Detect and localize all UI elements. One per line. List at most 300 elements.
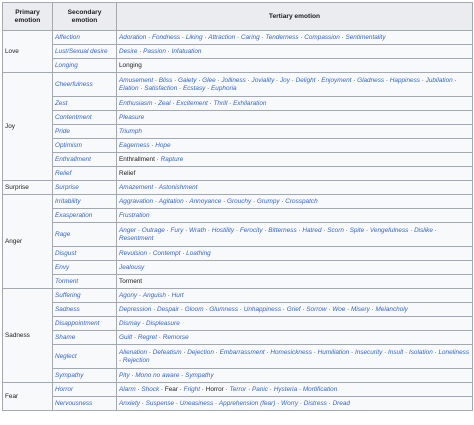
tertiary-emotion-cell xyxy=(117,45,473,59)
tertiary-emotion-cell xyxy=(117,59,473,73)
separator-dot: · xyxy=(326,399,333,407)
tertiary-emotion-cell xyxy=(117,73,473,97)
secondary-emotion-cell xyxy=(53,73,117,97)
tertiary-emotion-link[interactable]: Gladness xyxy=(357,76,385,84)
separator-dot: · xyxy=(339,33,346,41)
tertiary-emotion-link[interactable]: Resentment xyxy=(119,234,154,242)
separator-dot: · xyxy=(298,33,305,41)
tertiary-emotion-link[interactable]: Uneasiness xyxy=(179,399,214,407)
separator-dot: · xyxy=(215,76,222,84)
separator-dot: · xyxy=(297,385,303,393)
separator-dot: · xyxy=(345,305,352,313)
tertiary-emotion-link[interactable]: Contempt xyxy=(152,249,181,257)
separator-dot: · xyxy=(183,226,190,234)
secondary-emotion-link[interactable]: Pride xyxy=(55,127,70,135)
tertiary-emotion-link[interactable]: Bliss xyxy=(158,76,173,84)
tertiary-emotion-link[interactable]: Insult xyxy=(387,348,404,356)
tertiary-emotion-link[interactable]: Loathing xyxy=(186,249,211,257)
separator-dot: · xyxy=(138,84,145,92)
separator-dot: · xyxy=(149,141,156,149)
secondary-emotion-link[interactable]: Surprise xyxy=(55,183,79,191)
table-row xyxy=(3,125,473,139)
tertiary-emotion-text: Relief xyxy=(119,169,136,177)
tertiary-emotion-link[interactable]: Glee xyxy=(202,76,216,84)
tertiary-emotion-cell xyxy=(117,181,473,195)
tertiary-emotion-link[interactable]: Ferocity xyxy=(239,226,263,234)
tertiary-emotion-link[interactable]: Desire xyxy=(119,47,138,55)
tertiary-emotion-link[interactable]: Sorrow xyxy=(306,305,327,313)
tertiary-emotion-link[interactable]: Outrage xyxy=(141,226,165,234)
tertiary-emotion-link[interactable]: Hatred xyxy=(302,226,322,234)
tertiary-emotion-link[interactable]: Ecstasy xyxy=(182,84,206,92)
secondary-emotion-cell xyxy=(53,223,117,247)
tertiary-emotion-link[interactable]: Humiliation xyxy=(317,348,350,356)
tertiary-emotion-cell xyxy=(117,345,473,369)
separator-dot: · xyxy=(159,385,165,393)
tertiary-emotion-link[interactable]: Zeal xyxy=(158,99,171,107)
tertiary-emotion-link[interactable]: Pity xyxy=(119,371,130,379)
tertiary-emotion-link[interactable]: Attraction xyxy=(208,33,236,41)
separator-dot: · xyxy=(321,226,328,234)
tertiary-emotion-text: Longing xyxy=(119,61,142,69)
table-row xyxy=(3,45,473,59)
secondary-emotion-cell xyxy=(53,97,117,111)
secondary-emotion-cell xyxy=(53,303,117,317)
tertiary-emotion-link[interactable]: Eagerness xyxy=(119,141,150,149)
tertiary-emotion-link[interactable]: Embarrassment xyxy=(219,348,265,356)
separator-dot: · xyxy=(264,348,271,356)
separator-dot: · xyxy=(207,99,214,107)
tertiary-emotion-link[interactable]: Terror xyxy=(229,385,247,393)
separator-dot: · xyxy=(289,76,296,84)
tertiary-emotion-link[interactable]: Remorse xyxy=(162,333,189,341)
header-secondary[interactable]: Secondary emotion xyxy=(53,3,117,31)
tertiary-emotion-link[interactable]: Vengefulness xyxy=(369,226,409,234)
tertiary-emotion-link[interactable]: Sentimentality xyxy=(345,33,386,41)
tertiary-emotion-cell xyxy=(117,223,473,247)
separator-dot: · xyxy=(419,76,426,84)
tertiary-emotion-link[interactable]: Alarm xyxy=(119,385,136,393)
tertiary-emotion-cell xyxy=(117,261,473,275)
separator-dot: · xyxy=(177,84,183,92)
separator-dot: · xyxy=(180,249,187,257)
separator-dot: · xyxy=(279,197,286,205)
tertiary-emotion-link[interactable]: Amazement xyxy=(119,183,154,191)
separator-dot: · xyxy=(183,197,190,205)
tertiary-emotion-link[interactable]: Hostility xyxy=(211,226,235,234)
secondary-emotion-link[interactable]: Rage xyxy=(55,230,71,238)
separator-dot: · xyxy=(157,333,163,341)
tertiary-emotion-cell xyxy=(117,303,473,317)
tertiary-emotion-cell xyxy=(117,275,473,289)
separator-dot: · xyxy=(213,348,220,356)
separator-dot: · xyxy=(179,371,186,379)
secondary-emotion-link[interactable]: Disappointment xyxy=(55,319,100,327)
tertiary-emotion-link[interactable]: Grumpy xyxy=(256,197,280,205)
table-row xyxy=(3,153,473,167)
secondary-emotion-link[interactable]: Shame xyxy=(55,333,76,341)
tertiary-emotion-link[interactable]: Dejection xyxy=(187,348,214,356)
secondary-emotion-cell xyxy=(53,111,117,125)
tertiary-emotion-link[interactable]: Fury xyxy=(170,226,184,234)
secondary-emotion-link[interactable]: Contentment xyxy=(55,113,92,121)
secondary-emotion-link[interactable]: Nervousness xyxy=(55,399,93,407)
separator-dot: · xyxy=(132,333,138,341)
table-row xyxy=(3,59,473,73)
tertiary-emotion-link[interactable]: Infatuation xyxy=(171,47,202,55)
separator-dot: · xyxy=(119,356,123,364)
separator-dot: · xyxy=(274,76,280,84)
separator-dot: · xyxy=(153,183,159,191)
separator-dot: · xyxy=(147,249,153,257)
tertiary-emotion-link[interactable]: Hysteria xyxy=(273,385,298,393)
separator-dot: · xyxy=(296,226,303,234)
tertiary-emotion-link[interactable]: Scorn xyxy=(327,226,344,234)
tertiary-emotion-link[interactable]: Distress xyxy=(303,399,327,407)
tertiary-emotion-link[interactable]: Hope xyxy=(155,141,171,149)
tertiary-emotion-link[interactable]: Fondness xyxy=(152,33,181,41)
secondary-emotion-link[interactable]: Longing xyxy=(55,61,78,69)
table-row xyxy=(3,73,473,97)
tertiary-emotion-link[interactable]: Liking xyxy=(185,33,203,41)
tertiary-emotion-link[interactable]: Glumness xyxy=(209,305,239,313)
separator-dot: · xyxy=(213,399,219,407)
separator-dot: · xyxy=(221,197,228,205)
tertiary-emotion-link[interactable]: Anger xyxy=(119,226,137,234)
separator-dot: · xyxy=(153,197,159,205)
table-row xyxy=(3,317,473,331)
tertiary-emotion-link[interactable]: Revulsion xyxy=(119,249,148,257)
tertiary-emotion-link[interactable]: Bitterness xyxy=(268,226,297,234)
separator-dot: · xyxy=(165,291,172,299)
tertiary-emotion-link[interactable]: Anxiety xyxy=(119,399,140,407)
tertiary-emotion-cell xyxy=(117,97,473,111)
separator-dot: · xyxy=(235,33,241,41)
separator-dot: · xyxy=(206,226,212,234)
tertiary-emotion-link[interactable]: Woe xyxy=(332,305,346,313)
tertiary-emotion-cell xyxy=(117,209,473,223)
tertiary-emotion-link[interactable]: Loneliness xyxy=(438,348,470,356)
secondary-emotion-cell xyxy=(53,181,117,195)
tertiary-emotion-link[interactable]: Satisfaction xyxy=(144,84,178,92)
tertiary-emotion-link[interactable]: Caring xyxy=(240,33,260,41)
tertiary-emotion-link[interactable]: Shock xyxy=(141,385,160,393)
separator-dot: · xyxy=(152,99,159,107)
separator-dot: · xyxy=(432,226,437,234)
tertiary-emotion-link[interactable]: Wrath xyxy=(189,226,207,234)
separator-dot: · xyxy=(326,305,333,313)
secondary-emotion-cell xyxy=(53,289,117,303)
secondary-emotion-link[interactable]: Neglect xyxy=(55,352,77,360)
secondary-emotion-link[interactable]: Affection xyxy=(55,33,80,41)
separator-dot: · xyxy=(311,348,318,356)
tertiary-emotion-cell xyxy=(117,247,473,261)
tertiary-emotion-link[interactable]: Regret xyxy=(137,333,158,341)
separator-dot: · xyxy=(140,319,146,327)
separator-dot: · xyxy=(298,399,304,407)
secondary-emotion-cell xyxy=(53,139,117,153)
tertiary-emotion-link[interactable]: Delight xyxy=(295,76,316,84)
secondary-emotion-link[interactable]: Lust/Sexual desire xyxy=(55,47,108,55)
separator-dot: · xyxy=(202,33,209,41)
separator-dot: · xyxy=(268,385,274,393)
tertiary-emotion-cell xyxy=(117,125,473,139)
tertiary-emotion-cell xyxy=(117,331,473,345)
secondary-emotion-link[interactable]: Optimism xyxy=(55,141,82,149)
table-row xyxy=(3,195,473,209)
separator-dot: · xyxy=(300,305,307,313)
tertiary-emotion-link[interactable]: Gaiety xyxy=(177,76,197,84)
secondary-emotion-cell xyxy=(53,261,117,275)
separator-dot: · xyxy=(246,385,252,393)
separator-dot: · xyxy=(281,305,287,313)
secondary-emotion-cell xyxy=(53,31,117,45)
tertiary-emotion-link[interactable]: Unhappiness xyxy=(243,305,282,313)
separator-dot: · xyxy=(259,33,266,41)
table-row xyxy=(3,383,473,397)
tertiary-emotion-link[interactable]: Panic xyxy=(252,385,268,393)
tertiary-emotion-link[interactable]: Alienation xyxy=(119,348,148,356)
tertiary-emotion-link[interactable]: Hurt xyxy=(171,291,184,299)
tertiary-emotion-link[interactable]: Dread xyxy=(332,399,350,407)
tertiary-emotion-cell xyxy=(117,397,473,411)
secondary-emotion-cell xyxy=(53,195,117,209)
tertiary-emotion-link[interactable]: Dislike xyxy=(414,226,433,234)
tertiary-emotion-link[interactable]: Jolliness xyxy=(221,76,246,84)
emotions-table xyxy=(2,2,473,411)
separator-dot: · xyxy=(200,385,206,393)
secondary-emotion-link[interactable]: Envy xyxy=(55,263,70,271)
separator-dot: · xyxy=(170,99,177,107)
tertiary-emotion-link[interactable]: Grief xyxy=(286,305,301,313)
tertiary-emotion-link[interactable]: Isolation xyxy=(408,348,433,356)
table-row xyxy=(3,111,473,125)
separator-dot: · xyxy=(223,385,230,393)
secondary-emotion-link[interactable]: Torment xyxy=(55,277,79,285)
separator-dot: · xyxy=(238,305,244,313)
tertiary-emotion-link[interactable]: Passion xyxy=(143,47,166,55)
table-row xyxy=(3,331,473,345)
separator-dot: · xyxy=(315,76,322,84)
tertiary-emotion-link[interactable]: Insecurity xyxy=(354,348,383,356)
separator-dot: · xyxy=(135,385,142,393)
tertiary-emotion-cell xyxy=(117,369,473,383)
tertiary-emotion-link[interactable]: Defeatism xyxy=(152,348,182,356)
tertiary-emotion-cell xyxy=(117,167,473,181)
tertiary-emotion-link[interactable]: Sympathy xyxy=(185,371,214,379)
separator-dot: · xyxy=(165,47,172,55)
tertiary-emotion-link[interactable]: Joy xyxy=(279,76,290,84)
table-row xyxy=(3,289,473,303)
secondary-emotion-link[interactable]: Disgust xyxy=(55,249,77,257)
tertiary-emotion-link[interactable]: Misery xyxy=(351,305,370,313)
tertiary-emotion-link[interactable]: Annoyance xyxy=(189,197,222,205)
tertiary-emotion-link[interactable]: Joviality xyxy=(251,76,275,84)
secondary-emotion-link[interactable]: Sadness xyxy=(55,305,80,313)
tertiary-emotion-text: Enthrallment xyxy=(119,155,155,163)
secondary-emotion-cell xyxy=(53,275,117,289)
tertiary-emotion-link[interactable]: Aggravation xyxy=(119,197,154,205)
tertiary-emotion-link[interactable]: Agitation xyxy=(158,197,184,205)
tertiary-emotion-link[interactable]: Rejection xyxy=(122,356,150,364)
tertiary-emotion-cell xyxy=(117,139,473,153)
tertiary-emotion-cell xyxy=(117,317,473,331)
tertiary-emotion-link[interactable]: Thrill xyxy=(213,99,228,107)
table-row xyxy=(3,139,473,153)
separator-dot: · xyxy=(139,399,146,407)
tertiary-emotion-link[interactable]: Guilt xyxy=(119,333,133,341)
tertiary-emotion-link[interactable]: Excitement xyxy=(176,99,208,107)
tertiary-emotion-link[interactable]: Apprehension (fear) xyxy=(218,399,276,407)
tertiary-emotion-link[interactable]: Crosspatch xyxy=(285,197,318,205)
tertiary-emotion-link[interactable]: Astonishment xyxy=(158,183,198,191)
tertiary-emotion-link[interactable]: Adoration xyxy=(119,33,147,41)
header-row xyxy=(3,3,473,31)
separator-dot: · xyxy=(351,76,358,84)
table-row xyxy=(3,223,473,247)
tertiary-emotion-link[interactable]: Gloom xyxy=(184,305,204,313)
table-row xyxy=(3,247,473,261)
tertiary-emotion-link[interactable]: Fright xyxy=(183,385,201,393)
table-row xyxy=(3,345,473,369)
tertiary-emotion-link[interactable]: Triumph xyxy=(119,127,142,135)
tertiary-emotion-link[interactable]: Anguish xyxy=(142,291,166,299)
tertiary-emotion-link[interactable]: Dismay xyxy=(119,319,141,327)
tertiary-emotion-link[interactable]: Euphoria xyxy=(211,84,237,92)
separator-dot: · xyxy=(403,348,409,356)
separator-dot: · xyxy=(275,399,282,407)
secondary-emotion-link[interactable]: Irritability xyxy=(55,197,81,205)
tertiary-emotion-cell xyxy=(117,31,473,45)
tertiary-emotion-link[interactable]: Amusement xyxy=(119,76,154,84)
separator-dot: · xyxy=(181,348,188,356)
tertiary-emotion-link[interactable]: Pleasure xyxy=(119,113,145,121)
separator-dot: · xyxy=(151,305,158,313)
tertiary-emotion-link[interactable]: Mortification xyxy=(302,385,338,393)
separator-dot: · xyxy=(164,226,171,234)
separator-dot: · xyxy=(234,226,240,234)
separator-dot: · xyxy=(369,305,376,313)
secondary-emotion-cell xyxy=(53,45,117,59)
secondary-emotion-cell xyxy=(53,345,117,369)
separator-dot: · xyxy=(146,33,153,41)
table-row xyxy=(3,31,473,45)
separator-dot: · xyxy=(129,371,136,379)
tertiary-emotion-link[interactable]: Tenderness xyxy=(265,33,299,41)
tertiary-emotion-link[interactable]: Homesickness xyxy=(270,348,312,356)
header-tertiary[interactable]: Tertiary emotion xyxy=(117,3,473,31)
tertiary-emotion-cell xyxy=(117,289,473,303)
secondary-emotion-cell xyxy=(53,383,117,397)
tertiary-emotion-link[interactable]: Worry xyxy=(281,399,299,407)
tertiary-emotion-link[interactable]: Rapture xyxy=(160,155,184,163)
table-row xyxy=(3,397,473,411)
secondary-emotion-link[interactable]: Zest xyxy=(55,99,68,107)
tertiary-emotion-link[interactable]: Elation xyxy=(119,84,139,92)
secondary-emotion-cell xyxy=(53,209,117,223)
separator-dot: · xyxy=(262,226,269,234)
tertiary-emotion-link[interactable]: Melancholy xyxy=(375,305,408,313)
secondary-emotion-cell xyxy=(53,247,117,261)
separator-dot: · xyxy=(384,76,390,84)
tertiary-emotion-link[interactable]: Compassion xyxy=(304,33,340,41)
tertiary-emotion-link[interactable]: Depression xyxy=(119,305,152,313)
primary-emotion-cell: Fear xyxy=(3,383,53,411)
table-row xyxy=(3,167,473,181)
separator-dot: · xyxy=(154,155,161,163)
tertiary-emotion-link[interactable]: Jealousy xyxy=(119,263,145,271)
secondary-emotion-cell xyxy=(53,397,117,411)
tertiary-emotion-link[interactable]: Enjoyment xyxy=(321,76,352,84)
secondary-emotion-cell xyxy=(53,167,117,181)
separator-dot: · xyxy=(382,348,388,356)
secondary-emotion-cell xyxy=(53,369,117,383)
tertiary-emotion-link[interactable]: Displeasure xyxy=(146,319,180,327)
primary-emotion-cell: Joy xyxy=(3,73,53,181)
secondary-emotion-link[interactable]: Sympathy xyxy=(55,371,84,379)
tertiary-emotion-link[interactable]: Agony xyxy=(119,291,138,299)
tertiary-emotion-link[interactable]: Happiness xyxy=(389,76,420,84)
separator-dot: · xyxy=(180,33,186,41)
tertiary-emotion-link[interactable]: Jubilation xyxy=(425,76,453,84)
secondary-emotion-link[interactable]: Suffering xyxy=(55,291,81,299)
secondary-emotion-cell xyxy=(53,59,117,73)
secondary-emotion-cell xyxy=(53,125,117,139)
tertiary-emotion-link[interactable]: Despair xyxy=(157,305,180,313)
tertiary-emotion-cell xyxy=(117,111,473,125)
secondary-emotion-link[interactable]: Enthrallment xyxy=(55,155,91,163)
table-row xyxy=(3,261,473,275)
tertiary-emotion-cell xyxy=(117,383,473,397)
tertiary-emotion-link[interactable]: Exhilaration xyxy=(233,99,267,107)
tertiary-emotion-link[interactable]: Enthusiasm xyxy=(119,99,153,107)
tertiary-emotion-link[interactable]: Mono no aware xyxy=(135,371,180,379)
separator-dot: · xyxy=(203,305,210,313)
separator-dot: · xyxy=(364,226,370,234)
tertiary-emotion-link[interactable]: Suspense xyxy=(145,399,175,407)
header-primary[interactable]: Primary emotion xyxy=(3,3,53,31)
tertiary-emotion-link[interactable]: Grouchy xyxy=(227,197,252,205)
separator-dot: · xyxy=(137,291,143,299)
table-row xyxy=(3,275,473,289)
primary-emotion-cell: Surprise xyxy=(3,181,53,195)
secondary-emotion-cell xyxy=(53,331,117,345)
separator-dot: · xyxy=(179,305,185,313)
separator-dot: · xyxy=(452,76,457,84)
table-row xyxy=(3,97,473,111)
separator-dot: · xyxy=(343,226,350,234)
table-row xyxy=(3,303,473,317)
tertiary-emotion-cell xyxy=(117,195,473,209)
separator-dot: · xyxy=(245,76,252,84)
separator-dot: · xyxy=(251,197,257,205)
separator-dot: · xyxy=(174,399,180,407)
tertiary-emotion-link[interactable]: Spite xyxy=(349,226,365,234)
secondary-emotion-link[interactable]: Exasperation xyxy=(55,211,93,219)
secondary-emotion-link[interactable]: Horror xyxy=(55,385,74,393)
primary-emotion-cell: Love xyxy=(3,31,53,73)
table-row xyxy=(3,181,473,195)
tertiary-emotion-cell xyxy=(117,153,473,167)
primary-emotion-cell: Anger xyxy=(3,195,53,289)
tertiary-emotion-link[interactable]: Frustration xyxy=(119,211,150,219)
secondary-emotion-link[interactable]: Relief xyxy=(55,169,72,177)
secondary-emotion-link[interactable]: Cheerfulness xyxy=(55,80,93,88)
table-body xyxy=(3,31,473,411)
separator-dot: · xyxy=(432,348,439,356)
tertiary-emotion-text: Torment xyxy=(119,277,143,285)
separator-dot: · xyxy=(205,84,212,92)
